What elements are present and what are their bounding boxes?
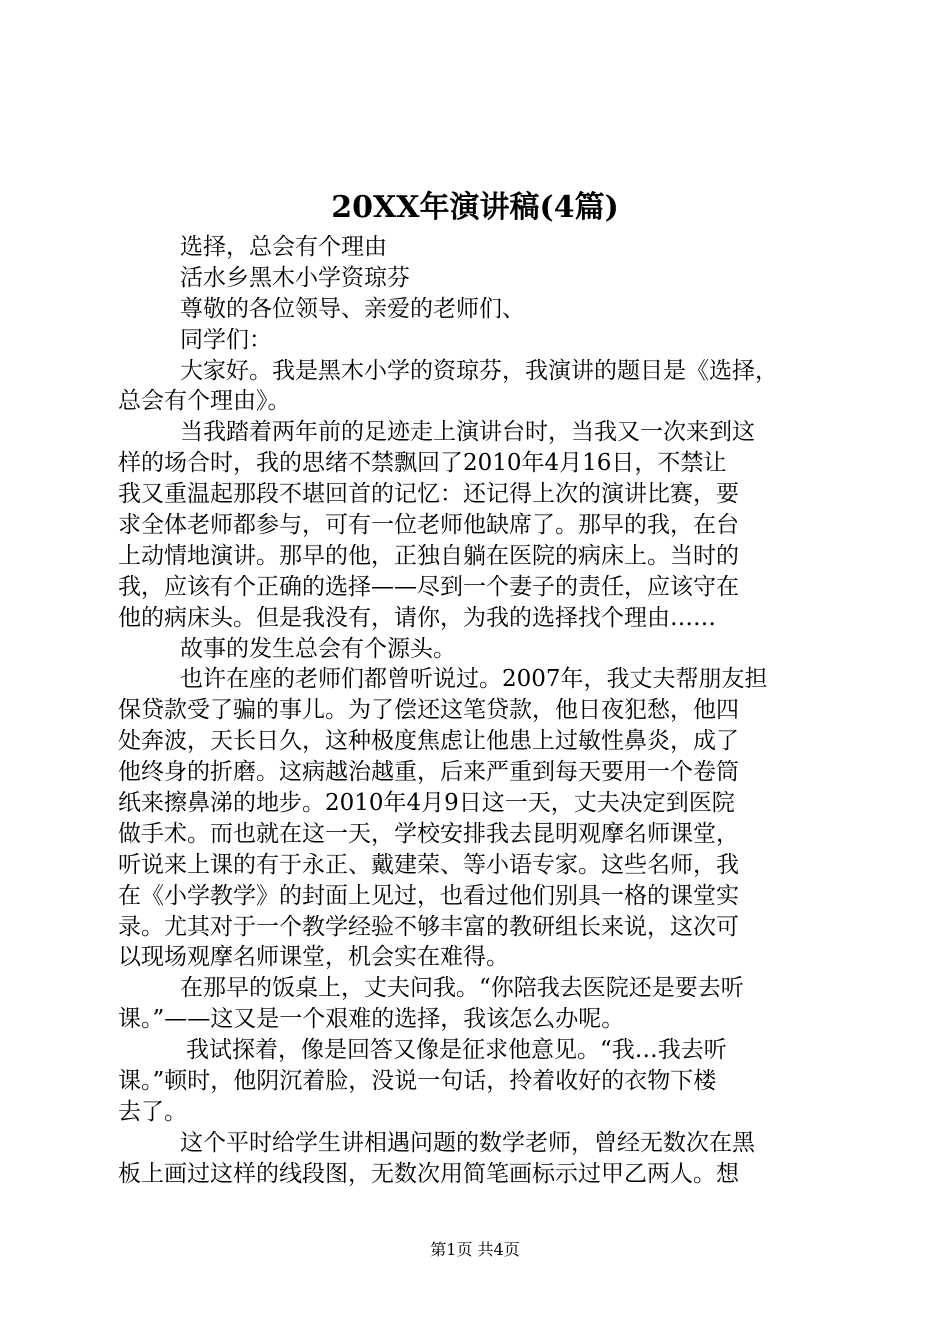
text-line: 听说来上课的有于永正、戴建荣、等小语专家。这些名师，我 bbox=[118, 851, 739, 878]
text-line: 也许在座的老师们都曾听说过。2007年，我丈夫帮朋友担 bbox=[180, 666, 768, 693]
text-line: 我，应该有个正确的选择——尽到一个妻子的责任，应该守在 bbox=[118, 573, 739, 600]
text-line: 上动情地演讲。那早的他，正独自躺在医院的病床上。当时的 bbox=[118, 542, 739, 569]
text-line: 样的场合时，我的思绪不禁飘回了2010年4月16日，不禁让 bbox=[118, 450, 727, 477]
text-line: 活水乡黑木小学资琼芬 bbox=[180, 264, 410, 291]
text-line: 做手术。而也就在这一天，学校安排我去昆明观摩名师课堂， bbox=[118, 820, 739, 847]
text-line: 板上画过这样的线段图，无数次用简笔画标示过甲乙两人。想 bbox=[118, 1160, 739, 1187]
text-line: 尊敬的各位领导、亲爱的老师们、 bbox=[180, 295, 525, 322]
text-line: 录。尤其对于一个教学经验不够丰富的教研组长来说，这次可 bbox=[118, 913, 739, 940]
text-line: 纸来擦鼻涕的地步。2010年4月9日这一天，丈夫决定到医院 bbox=[118, 790, 735, 817]
text-line: 保贷款受了骗的事儿。为了偿还这笔贷款，他日夜犯愁，他四 bbox=[118, 697, 739, 724]
text-line: 以现场观摩名师课堂，机会实在难得。 bbox=[118, 944, 509, 971]
document-body bbox=[118, 232, 834, 1190]
text-line: 处奔波，天长日久，这种极度焦虑让他患上过敏性鼻炎，成了 bbox=[118, 728, 739, 755]
text-line: 我试探着，像是回答又像是征求他意见。“我…我去听 bbox=[186, 1037, 727, 1064]
text-line: 他的病床头。但是我没有，请你，为我的选择找个理由…… bbox=[118, 604, 716, 631]
text-line: 选择，总会有个理由 bbox=[180, 234, 387, 260]
document-title: 20XX年演讲稿(4篇) bbox=[331, 190, 619, 225]
text-line: 去了。 bbox=[118, 1098, 187, 1125]
text-line: 我又重温起那段不堪回首的记忆：还记得上次的演讲比赛，要 bbox=[118, 481, 739, 508]
text-line: 求全体老师都参与，可有一位老师他缺席了。那早的我，在台 bbox=[118, 512, 739, 539]
text-line: 大家好。我是黑木小学的资琼芬，我演讲的题目是《选择， bbox=[180, 357, 778, 384]
text-line: 他终身的折磨。这病越治越重，后来严重到每天要用一个卷筒 bbox=[118, 759, 739, 786]
text-line: 这个平时给学生讲相遇问题的数学老师，曾经无数次在黑 bbox=[180, 1129, 755, 1156]
text-line: 故事的发生总会有个源头。 bbox=[180, 635, 456, 662]
text-line: 在《小学教学》的封面上见过，也看过他们别具一格的课堂实 bbox=[118, 882, 739, 909]
page-footer: 第1页 共4页 bbox=[430, 1240, 520, 1259]
text-line: 当我踏着两年前的足迹走上演讲台时，当我又一次来到这 bbox=[180, 419, 755, 446]
text-line: 课。”顿时，他阴沉着脸，没说一句话，拎着收好的衣物下楼 bbox=[118, 1068, 717, 1095]
text-line: 课。”——这又是一个艰难的选择，我该怎么办呢。 bbox=[118, 1006, 625, 1033]
text-line: 同学们： bbox=[180, 326, 272, 353]
text-line: 在那早的饭桌上，丈夫问我。“你陪我去医院还是要去听 bbox=[180, 975, 744, 1002]
text-line: 总会有个理由》。 bbox=[118, 388, 291, 415]
